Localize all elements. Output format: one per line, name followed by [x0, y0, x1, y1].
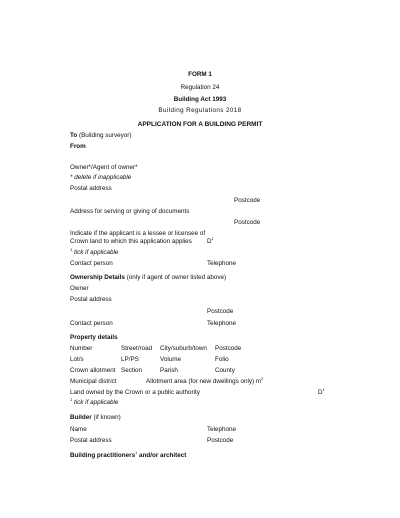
document-title: APPLICATION FOR A BUILDING PERMIT: [137, 121, 263, 128]
postal-address-label: Postal address: [70, 437, 112, 444]
postcode-label: Postcode: [234, 219, 261, 226]
tick-note-text: tick if applicable: [72, 399, 119, 406]
property-field-lpps: LP/PS: [121, 356, 139, 363]
property-field-city: City/suburb/town: [160, 345, 207, 352]
to-suffix: (Building surveyor): [77, 132, 132, 139]
lessee-checkbox[interactable]: [207, 235, 214, 246]
property-field-folio: Folio: [215, 356, 229, 363]
property-field-number: Number: [70, 345, 93, 352]
lessee-line1: Indicate if the applicant is a lessee or licensee of: [70, 230, 206, 237]
postcode-label: Postcode: [207, 437, 234, 444]
builder-heading: [70, 414, 121, 422]
from-label: From: [70, 143, 86, 150]
property-field-county: County: [215, 367, 235, 374]
form-number: FORM 1: [188, 71, 212, 78]
tick-note: [70, 396, 119, 407]
property-field-section: Section: [121, 367, 143, 374]
footnote-marker: 1: [135, 449, 138, 455]
ownership-heading-label: Ownership Details: [70, 274, 125, 281]
postal-address-label: Postal address: [70, 296, 112, 303]
property-field-parish: Parish: [160, 367, 178, 374]
delete-note: * delete if inapplicable: [70, 174, 132, 181]
postcode-label: Postcode: [207, 308, 234, 315]
allotment-area-text: Allotment area (for new dwellings only) m: [146, 378, 262, 385]
property-field-postcode: Postcode: [215, 345, 242, 352]
practitioners-heading-label: Building practitioners: [70, 452, 136, 459]
footnote-marker: 1: [322, 386, 325, 392]
municipal-district-label: Municipal district: [70, 378, 117, 385]
footnote-marker: 1: [70, 396, 73, 402]
postcode-label: Postcode: [234, 197, 261, 204]
ownership-heading: [70, 274, 226, 282]
lessee-line2: Crown land to which this application applies: [70, 238, 192, 245]
allotment-area-label: [146, 375, 264, 386]
property-field-volume: Volume: [160, 356, 182, 363]
builder-heading-label: Builder: [70, 414, 92, 421]
tick-note-text: tick if applicable: [72, 249, 119, 256]
checkbox-glyph: D: [207, 238, 212, 245]
owner-agent-label: Owner*/Agent of owner*: [70, 164, 138, 171]
footnote-marker: 1: [70, 246, 73, 252]
telephone-label: Telephone: [207, 426, 237, 433]
telephone-label: Telephone: [207, 320, 237, 327]
property-field-lots: Lot/s: [70, 356, 84, 363]
contact-person-label: Contact person: [70, 320, 113, 327]
checkbox-glyph: D: [318, 389, 323, 396]
ownership-note: (only if agent of owner listed above): [124, 274, 227, 281]
act-label: Building Act 1993: [173, 96, 227, 103]
contact-person-label: Contact person: [70, 260, 113, 267]
service-address-label: Address for serving or giving of documents: [70, 208, 190, 215]
to-label: To: [70, 132, 78, 139]
tick-note: [70, 246, 119, 257]
builder-name-label: Name: [70, 426, 87, 433]
property-field-street: Street/road: [121, 345, 153, 352]
property-heading: Property details: [70, 334, 118, 341]
builder-note: (if known): [91, 414, 121, 421]
to-line: [70, 132, 131, 140]
regulations-label: Building Regulations 2018: [158, 107, 242, 114]
regulation-label: Regulation 24: [180, 84, 220, 91]
crown-land-label: Land owned by the Crown or a public authority: [70, 389, 200, 396]
property-field-crown-allotment: Crown allotment: [70, 367, 116, 374]
superscript: 2: [261, 375, 264, 381]
footnote-marker: 1: [211, 235, 214, 241]
crown-land-checkbox[interactable]: [318, 386, 325, 397]
practitioners-heading: [70, 449, 187, 460]
owner-label: Owner: [70, 285, 89, 292]
postal-address-label: Postal address: [70, 185, 112, 192]
practitioners-suffix: and/or architect: [137, 452, 187, 459]
telephone-label: Telephone: [207, 260, 237, 267]
